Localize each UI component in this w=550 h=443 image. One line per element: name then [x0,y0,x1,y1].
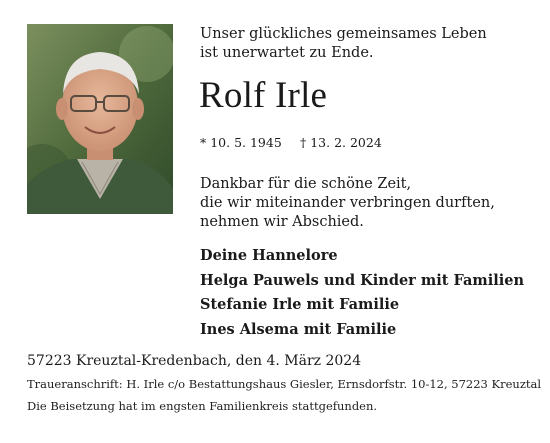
mourner-name: Deine Hannelore [200,247,338,264]
mourner-name: Ines Alsema mit Familie [200,320,397,338]
birth-date: * 10. 5. 1945 [200,135,282,150]
mourners-list [200,244,524,342]
intro-text [200,25,487,63]
quote-line: Dankbar für die schöne Zeit, [200,176,412,192]
mourner-name: Helga Pauwels und Kinder mit Familien [200,271,524,289]
mourner-name: Stefanie Irle mit Familie [200,296,400,313]
intro-line: Unser glückliches gemeinsames Leben [200,26,487,42]
deceased-name: Rolf Irle [199,75,328,116]
mourning-address: Traueranschrift: H. Irle c/o Bestattungshaus Giesler, Ernsdorfstr. 10-12, 57223 Kreuztal [27,377,542,391]
portrait-photo [27,24,173,214]
farewell-quote [200,175,495,232]
funeral-note: Die Beisetzung hat im engsten Familienkreis stattgefunden. [27,399,378,413]
quote-line: nehmen wir Abschied. [200,214,364,230]
quote-line: die wir miteinander verbringen durften, [200,195,495,211]
intro-line: ist unerwartet zu Ende. [200,45,374,61]
death-date: † 13. 2. 2024 [300,135,382,150]
place-and-date: 57223 Kreuztal-Kredenbach, den 4. März 2024 [27,353,362,369]
